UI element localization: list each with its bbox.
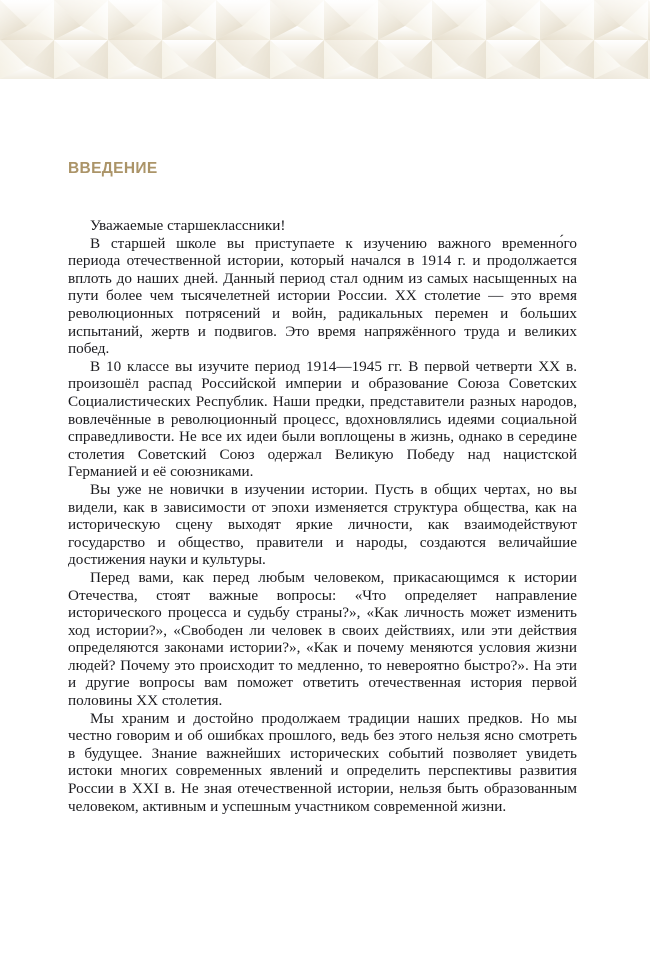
body-text: [68, 217, 577, 815]
paragraph-5: Мы храним и достойно продолжаем традиции наших предков. Но мы честно говорим и об ошибках прошлого, ведь без этого нельзя ясно смотреть в будущее. Знание важнейших исторических событий позволяет увидеть истоки многих современных явлений и определить перспективы развития России в XXI в. Не зная отечественной истории, нельзя быть образованным человеком, активным и успешным участником современной жизни.: [68, 709, 577, 815]
page-content: [68, 160, 577, 815]
paragraph-greeting: Уважаемые старшеклассники!: [90, 217, 286, 235]
page-title: ВВЕДЕНИЕ: [68, 160, 158, 177]
document-page: [0, 79, 650, 954]
paragraph-2: В 10 классе вы изучите период 1914—1945 гг. В первой четверти XX в. произошёл распад Российской империи и образование Союза Советских Социалистических Республик. Наши предки, представители разных народов, вовлечённые в революционный процесс, вдохновлялись идеями социальной справедливости. Не все их идеи были воплощены в жизнь, однако в середине столетия Советский Союз одержал Великую Победу над нацистской Германией и её союзниками.: [68, 357, 577, 481]
faceted-origami-pattern-icon: [0, 0, 650, 79]
decorative-header-band: [0, 0, 650, 79]
paragraph-4: Перед вами, как перед любым человеком, прикасающимся к истории Отечества, стоят важные вопросы: «Что определяет направление исторического процесса и судьбу страны?», «Как личность может изменить ход истории?», «Свободен ли человек в своих действиях, или эти действия определяются законами истории?», «Как и почему меняются условия жизни людей? Почему это происходит то медленно, то невероятно быстро?». На эти и другие вопросы вам поможет ответить отечественная история первой половины XX столетия.: [68, 568, 577, 710]
paragraph-3: Вы уже не новички в изучении истории. Пусть в общих чертах, но вы видели, как в зависимости от эпохи изменяется структура общества, как на историческую сцену выходят яркие личности, как взаимодействуют государство и общество, правители и народы, создаются величайшие достижения науки и культуры.: [68, 480, 577, 569]
paragraph-1: В старшей школе вы приступаете к изучению важного временно́го периода отечественной истории, который начался в 1914 г. и продолжается вплоть до наших дней. Данный период стал одним из самых насыщенных на пути более чем тысячелетней истории России. XX столетие — это время революционных потрясений и войн, радикальных перемен и больших испытаний, жертв и подвигов. Это время напряжённого труда и великих побед.: [68, 234, 577, 358]
